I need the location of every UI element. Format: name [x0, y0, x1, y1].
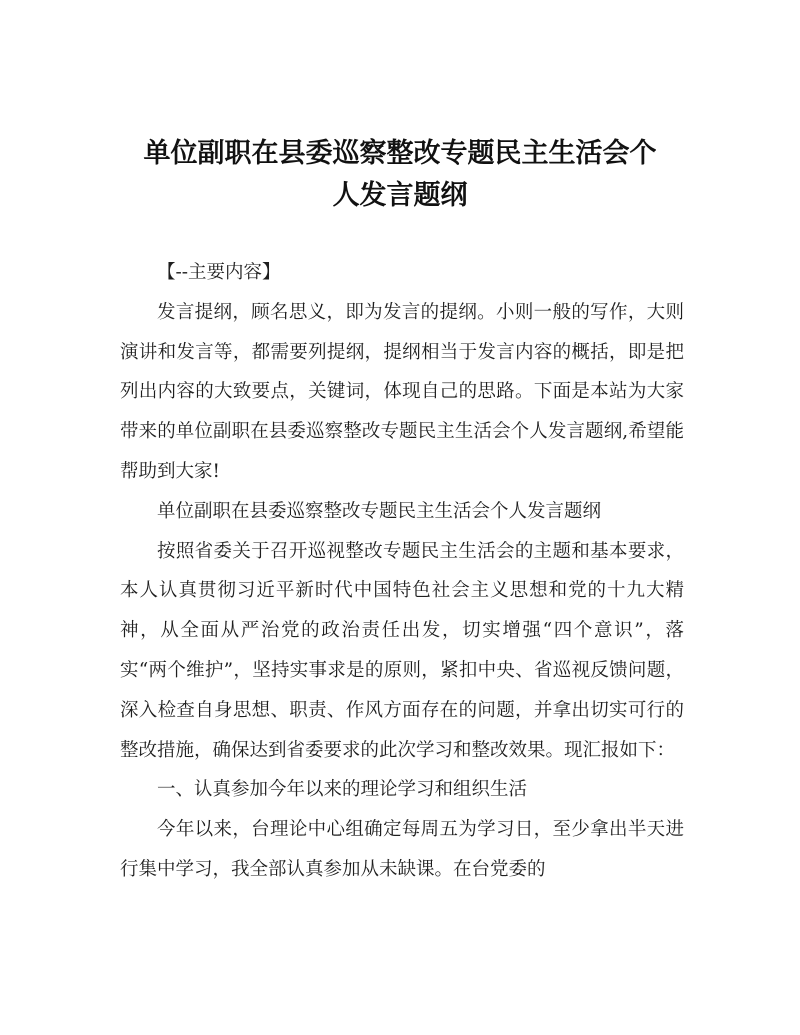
- title-line-2: 人发言题纲: [332, 180, 468, 211]
- document-body: [120, 253, 684, 890]
- opening-paragraph: 按照省委关于召开巡视整改专题民主生活会的主题和基本要求，本人认真贯彻习近平新时代中国特色社会主义思想和党的十九大精神，从全面从严治党的政治责任出发，切实增强“四个意识”，落实“两个维护”，坚持实事求是的原则，紧扣中央、省巡视反馈问题，深入检查自身思想、职责、作风方面存在的问题，并拿出切实可行的整改措施，确保达到省委要求的此次学习和整改效果。现汇报如下：: [120, 540, 684, 761]
- title-line-1: 单位副职在县委巡察整改专题民主生活会个: [143, 138, 657, 169]
- section-heading-1: 一、认真参加今年以来的理论学习和组织生活: [157, 779, 528, 801]
- main-content-label: 【--主要内容】: [157, 262, 281, 283]
- document-title: [100, 133, 700, 217]
- subtitle-paragraph: 单位副职在县委巡察整改专题民主生活会个人发言题纲: [157, 500, 602, 522]
- intro-paragraph: 发言提纲，顾名思义，即为发言的提纲。小则一般的写作，大则演讲和发言等，都需要列提纲，提纲相当于发言内容的概括，即是把列出内容的大致要点，关键词，体现自己的思路。下面是本站为大家带来的单位副职在县委巡察整改专题民主生活会个人发言题纲,希望能帮助到大家!: [120, 301, 684, 482]
- section-1-paragraph: 今年以来，台理论中心组确定每周五为学习日，至少拿出半天进行集中学习，我全部认真参加从未缺课。在台党委的: [120, 819, 684, 880]
